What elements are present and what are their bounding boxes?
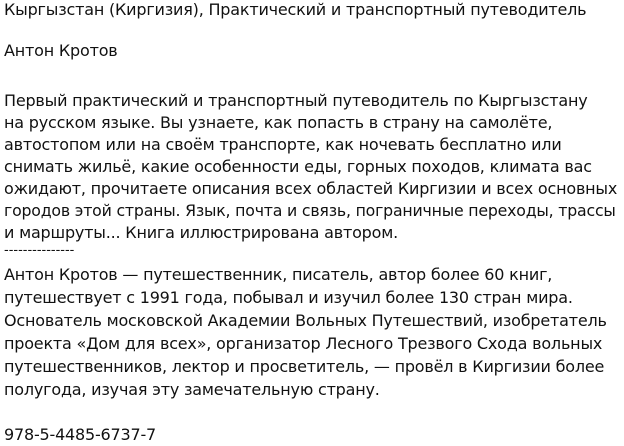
- description-line: автостопом или на своём транспорте, как ночевать бесплатно или: [4, 135, 562, 154]
- description-line: снимать жильё, какие особенности еды, горных походов, климата вас: [4, 157, 592, 176]
- isbn: 978-5-4485-6737-7: [4, 425, 157, 444]
- bio-line: Основатель московской Академии Вольных Путешествий, изобретатель: [4, 311, 607, 330]
- bio-line: путешественников, лектор и просветитель, — провёл в Киргизии более: [4, 357, 605, 376]
- book-author: Антон Кротов: [4, 41, 118, 60]
- description-line: ожидают, прочитаете описания всех областей Киргизии и всех основных: [4, 179, 618, 198]
- bio-line: полугода, изучая эту замечательную страну.: [4, 380, 380, 399]
- description-line: городов этой страны. Язык, почта и связь, пограничные переходы, трассы: [4, 201, 616, 220]
- book-title: Кыргызстан (Киргизия), Практический и транспортный путеводитель: [4, 0, 587, 19]
- description-line: на русском языке. Вы узнаете, как попасть в страну на самолёте,: [4, 113, 553, 132]
- description-line: и маршруты... Книга иллюстрирована автором.: [4, 223, 398, 242]
- bio-line: Антон Кротов — путешественник, писатель, автор более 60 книг,: [4, 265, 553, 284]
- section-separator: ---------------: [4, 243, 75, 258]
- description-line: Первый практический и транспортный путеводитель по Кыргызстану: [4, 91, 588, 110]
- bio-line: проекта «Дом для всех», организатор Лесного Трезвого Схода вольных: [4, 334, 603, 353]
- bio-line: путешествует с 1991 года, побывал и изучил более 130 стран мира.: [4, 288, 573, 307]
